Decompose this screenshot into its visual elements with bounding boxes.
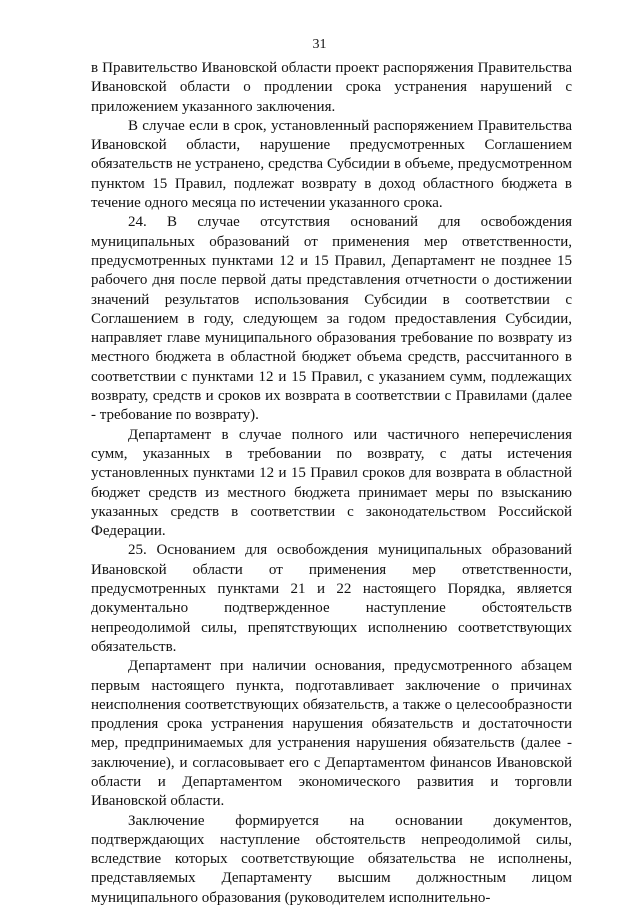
paragraph-conclusion-formation: Заключение формируется на основании документов, подтверждающих наступление обстоятельств непреодолимой силы, вследствие которых соответствующие обязательства не исполнены, представляемых Департаменту высшим должностным лицом муниципального образования (руководителем исполнительно- — [91, 812, 572, 906]
paragraph-recovery-measures: Департамент в случае полного или частичного неперечисления сумм, указанных в требовании по возврату, с даты истечения установленных пунктами 12 и 15 Правил сроков для возврата в областной бюджет средств из местного бюджета принимает меры по взысканию указанных средств в соответствии с законодательством Российской Федерации. — [91, 426, 572, 540]
paragraph-item-24: 24. В случае отсутствия оснований для освобождения муниципальных образований от применения мер ответственности, предусмотренных пунктами 12 и 15 Правил, Департамент не позднее 15 рабочего дня после первой даты представления отчетности о достижении значений результатов использования Субсидии в соответствии с Соглашением в году, следующем за годом предоставления Субсидии, направляет главе муниципального образования требование по возврату из местного бюджета в областной бюджет объема средств, рассчитанного в соответствии с пунктами 12 и 15 Правил, с указанием сумм, подлежащих возврату, средств и сроков их возврата в соответствии с Правилами (далее - требование по возврату). — [91, 214, 572, 424]
paragraph-continuation: в Правительство Ивановской области проект распоряжения Правительства Ивановской области о продлении срока устранения нарушений с приложением указанного заключения. — [91, 60, 572, 115]
page-number: 31 — [312, 37, 327, 52]
paragraph-conclusion-preparation: Департамент при наличии основания, предусмотренного абзацем первым настоящего пункта, подготавливает заключение о причинах неисполнения соответствующих обязательств, а также о целесообразности продления срока устранения нарушения обязательств и достаточности мер, предпринимаемых для устранения нарушения обязательств (далее - заключение), и согласовывает его с Департаментом финансов Ивановской области и Департаментом экономического развития и торговли Ивановской области. — [91, 658, 572, 810]
document-body — [91, 59, 572, 908]
paragraph-item-25: 25. Основанием для освобождения муниципальных образований Ивановской области от применения мер ответственности, предусмотренных пунктами 21 и 22 настоящего Порядка, является документально подтвержденное наступление обстоятельств непреодолимой силы, препятствующих исполнению соответствующих обязательств. — [91, 542, 572, 655]
paragraph-refund-deadline: В случае если в срок, установленный распоряжением Правительства Ивановской области, нарушение предусмотренных Соглашением обязательств не устранено, средства Субсидии в объеме, предусмотренном пунктом 15 Правил, подлежат возврату в доход областного бюджета в течение одного месяца по истечении указанного срока. — [91, 117, 572, 212]
